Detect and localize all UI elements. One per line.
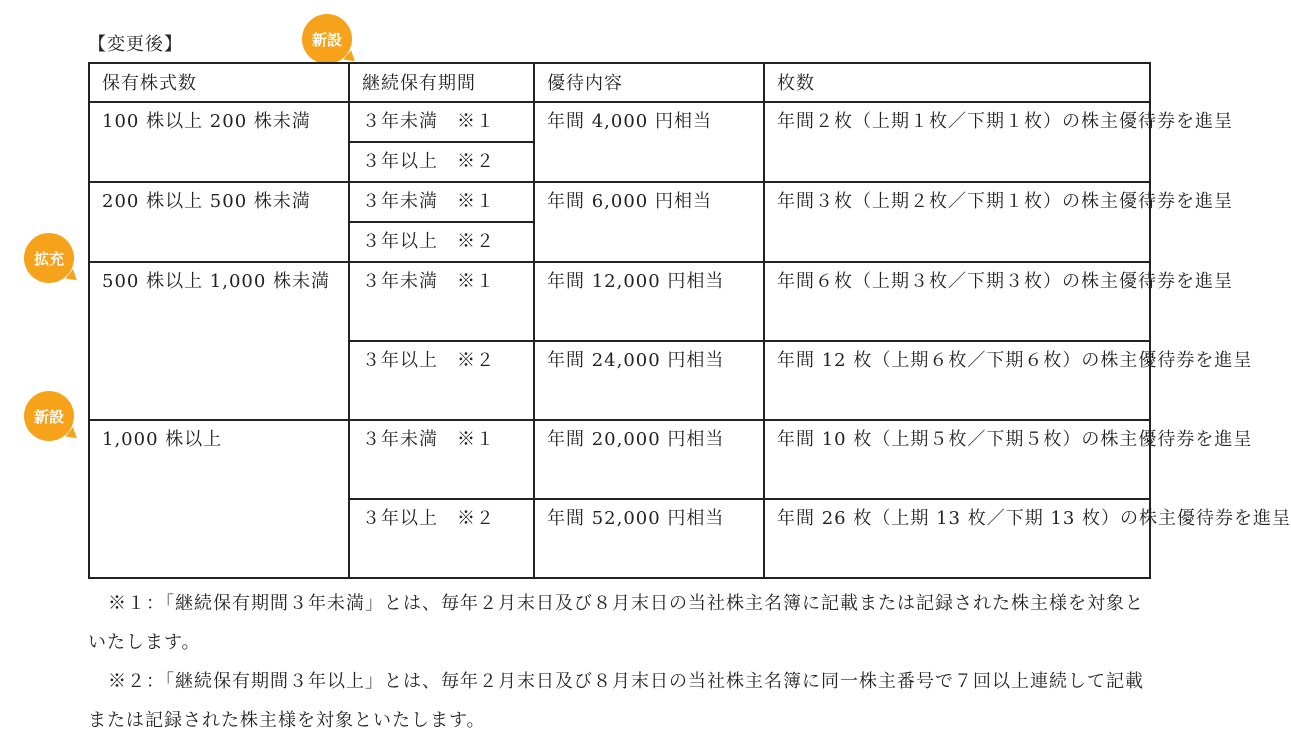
table-row	[89, 420, 1150, 499]
benefit-cell: 年間 4,000 円相当	[534, 102, 764, 182]
section-heading: 【変更後】	[88, 34, 183, 55]
shares-cell: 1,000 株以上	[89, 420, 349, 578]
period-cell: ３年未満 ※１	[349, 182, 534, 222]
count-cell: 年間２枚（上期１枚／下期１枚）の株主優待券を進呈	[764, 102, 1150, 182]
benefit-cell: 年間 52,000 円相当	[534, 499, 764, 578]
header-benefit: 優待内容	[534, 63, 764, 102]
new-badge-bottom: 新設	[24, 391, 74, 441]
benefit-cell: 年間 6,000 円相当	[534, 182, 764, 262]
count-cell: 年間 26 枚（上期 13 枚／下期 13 枚）の株主優待券を進呈	[764, 499, 1150, 578]
header-shares: 保有株式数	[89, 63, 349, 102]
period-cell: ３年未満 ※１	[349, 102, 534, 142]
count-cell: 年間 10 枚（上期５枚／下期５枚）の株主優待券を進呈	[764, 420, 1150, 499]
table-row	[89, 182, 1150, 222]
period-cell: ３年未満 ※１	[349, 262, 534, 341]
period-cell: ３年以上 ※２	[349, 142, 534, 182]
period-cell: ３年以上 ※２	[349, 499, 534, 578]
header-count: 枚数	[764, 63, 1150, 102]
table-row	[89, 102, 1150, 142]
expanded-badge: 拡充	[24, 233, 74, 283]
table-row	[89, 262, 1150, 341]
count-cell: 年間 12 枚（上期６枚／下期６枚）の株主優待券を進呈	[764, 341, 1150, 420]
shares-cell: 200 株以上 500 株未満	[89, 182, 349, 262]
benefit-cell: 年間 12,000 円相当	[534, 262, 764, 341]
shares-cell: 500 株以上 1,000 株未満	[89, 262, 349, 420]
benefit-cell: 年間 20,000 円相当	[534, 420, 764, 499]
period-cell: ３年以上 ※２	[349, 222, 534, 262]
footnote-1: ※１：「継続保有期間３年未満」とは、毎年２月末日及び８月末日の当社株主名簿に記載または記録された株主様を対象といたします。	[88, 593, 1144, 653]
new-badge-top: 新設	[302, 14, 352, 64]
shares-cell: 100 株以上 200 株未満	[89, 102, 349, 182]
period-cell: ３年以上 ※２	[349, 341, 534, 420]
header-period: 継続保有期間	[349, 63, 534, 102]
shareholder-benefit-table	[88, 62, 1291, 579]
footnote-2: ※２：「継続保有期間３年以上」とは、毎年２月末日及び８月末日の当社株主名簿に同一株主番号で７回以上連続して記載または記録された株主様を対象といたします。	[88, 671, 1144, 731]
table-header-row	[89, 63, 1150, 102]
count-cell: 年間３枚（上期２枚／下期１枚）の株主優待券を進呈	[764, 182, 1150, 262]
period-cell: ３年未満 ※１	[349, 420, 534, 499]
benefit-cell: 年間 24,000 円相当	[534, 341, 764, 420]
footnotes	[88, 584, 1148, 740]
count-cell: 年間６枚（上期３枚／下期３枚）の株主優待券を進呈	[764, 262, 1150, 341]
